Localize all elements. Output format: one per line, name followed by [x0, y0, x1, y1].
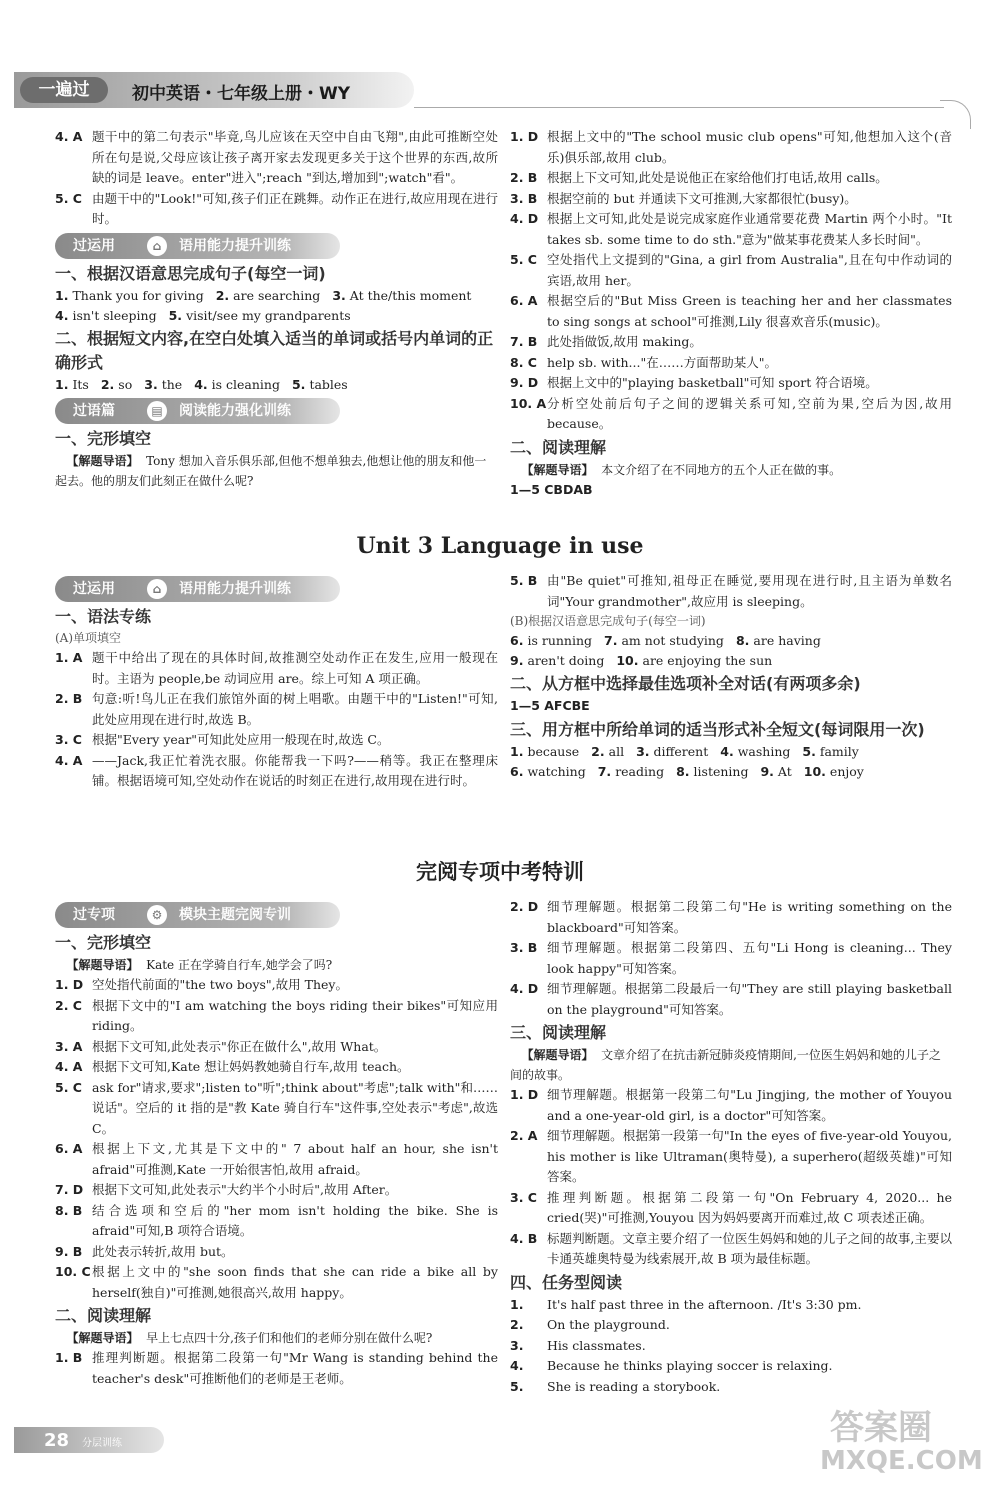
- banner-label: 过语篇: [73, 402, 115, 419]
- answer-number: 1.: [55, 287, 69, 303]
- question-explanation: [510, 1229, 952, 1270]
- answer-row: 1—5 CBDAB: [510, 481, 593, 497]
- question-explanation: [510, 571, 952, 612]
- guide-text: 本文介绍了在不同地方的五个人正在做的事。: [601, 462, 842, 477]
- item-explanation: 根据上文中的"playing basketball"可知 sport 符合语境。: [547, 375, 878, 390]
- unit2-right-column: [510, 127, 952, 500]
- answer-number: 7.: [597, 763, 612, 779]
- unit-title: Unit 3 Language in use: [356, 533, 644, 559]
- question-explanation: [55, 1180, 498, 1201]
- task-answer: [510, 1336, 952, 1357]
- book-title: 初中英语・七年级上册・WY: [132, 84, 351, 104]
- answer-text: enjoy: [829, 763, 864, 779]
- answer-item: [55, 375, 89, 395]
- item-number: 3.: [510, 1337, 524, 1353]
- answer-text: is cleaning: [211, 376, 280, 392]
- item-explanation: 根据"Every year"可知此处应用一般现在时,故选 C。: [92, 732, 390, 747]
- answer-number: 3.: [636, 743, 650, 759]
- item-explanation: 由题干中的"Look!"可知,孩子们正在跳舞。动作正在进行,故应用现在进行时。: [92, 190, 498, 226]
- unit3-right-column: [510, 571, 952, 782]
- guide-label: 【解题导语】: [521, 462, 594, 477]
- item-number: 1. D: [55, 977, 84, 992]
- answer-item: [194, 375, 280, 395]
- header-rule: [414, 107, 944, 108]
- question-explanation: [510, 1188, 952, 1229]
- question-explanation: [510, 938, 952, 979]
- item-number: 2. D: [510, 899, 539, 914]
- item-explanation: 根据下文可知,Kate 想让妈妈教她骑自行车,故用 teach。: [92, 1059, 410, 1074]
- section-heading: 三、阅读理解: [510, 1023, 607, 1042]
- item-number: 4. B: [510, 1230, 538, 1246]
- answer-number: 2.: [100, 376, 115, 392]
- item-explanation: 根据空后的"But Miss Green is teaching her and her classmates to sing songs at school"可推测,Lily 很喜欢音乐(music)。: [547, 293, 952, 329]
- task-answer: [510, 1377, 952, 1398]
- item-explanation: 根据上下文,尤其是下文中的" 7 about half an hour, she isn't afraid"可推测,Kate 一开始很害怕,故用 afraid。: [92, 1141, 498, 1177]
- section-heading: 三、用方框中所给单词的适当形式补全短文(每词限用一次): [510, 719, 925, 739]
- question-explanation: [55, 996, 498, 1037]
- banner-practice: [55, 233, 340, 259]
- item-number: 1.: [510, 1296, 524, 1312]
- item-explanation: 推理判断题。根据第二段第一句"On February 4, 2020... he cried(哭)"可推测,Youyou 因为妈妈要离开而难过,故 C 项表述正确。: [547, 1189, 952, 1225]
- answer-number: 5.: [291, 376, 306, 392]
- item-number: 9. D: [510, 375, 539, 390]
- question-explanation: [510, 1126, 952, 1188]
- item-number: 1. B: [55, 1350, 83, 1365]
- answer-text: because: [527, 743, 580, 759]
- special-title: 完阅专项中考特训: [416, 860, 584, 884]
- answer-item: [636, 742, 708, 762]
- answer-text: are enjoying the sun: [642, 653, 773, 668]
- header-bar: [14, 72, 414, 108]
- section-heading: 二、从方框中选择最佳选项补全对话(有两项多余): [510, 674, 861, 693]
- item-number: 1. A: [55, 650, 83, 665]
- answer-item: [55, 306, 157, 326]
- task-answer: [510, 1315, 952, 1336]
- answer-item: [804, 762, 864, 782]
- answer-number: 10.: [803, 763, 826, 779]
- item-number: 2.: [510, 1317, 524, 1332]
- question-explanation: [510, 168, 952, 189]
- answer-text: Thank you for giving: [72, 287, 204, 303]
- item-number: 2. B: [510, 170, 538, 185]
- answer-item: [604, 631, 724, 651]
- item-explanation: On the playground.: [547, 1317, 670, 1332]
- question-explanation: [55, 1139, 498, 1180]
- answer-text: are searching: [233, 287, 321, 303]
- answer-item: [510, 742, 579, 762]
- item-explanation: 根据上文中的"she soon finds that she can ride a bike all by herself(独自)"可推测,她很高兴,故用 happy。: [92, 1264, 498, 1300]
- item-explanation: His classmates.: [547, 1337, 646, 1353]
- banner-label: 过运用: [73, 237, 115, 254]
- item-number: 8. C: [510, 354, 537, 370]
- item-explanation: 根据空前的 but 并通读下文可推测,大家都很忙(busy)。: [547, 190, 857, 206]
- answer-row: [510, 762, 952, 782]
- answer-text: isn't sleeping: [72, 307, 157, 323]
- section-heading: 一、根据汉语意思完成句子(每空一词): [55, 263, 326, 283]
- answer-number: 1.: [55, 376, 69, 392]
- item-explanation: 推理判断题。根据第二段第一句"Mr Wang is standing behind the teacher's desk"可推断他们的老师是王老师。: [92, 1350, 498, 1386]
- banner-reading: [55, 398, 340, 424]
- item-number: 5. B: [510, 573, 538, 588]
- item-explanation: 根据下文可知,此处表示"你正在做什么",故用 What。: [92, 1038, 387, 1054]
- section-heading: 二、阅读理解: [55, 1306, 152, 1325]
- question-explanation: [510, 897, 952, 938]
- answer-item: [55, 286, 204, 306]
- building-icon: ⌂: [147, 236, 167, 256]
- item-number: 3. C: [55, 732, 82, 747]
- answer-row: [510, 651, 952, 671]
- answer-number: 1.: [510, 743, 524, 759]
- question-explanation: [510, 332, 952, 353]
- item-explanation: 根据上下文可知,此处是说他正在家给他们打电话,故用 calls。: [547, 170, 888, 185]
- item-number: 7. D: [55, 1182, 84, 1197]
- item-number: 5. C: [55, 190, 82, 206]
- answer-text: At: [777, 763, 792, 779]
- answer-item: [720, 742, 790, 762]
- question-explanation: [510, 250, 952, 291]
- banner-special: [55, 902, 340, 928]
- answer-number: 3.: [332, 287, 346, 303]
- question-explanation: [55, 975, 498, 996]
- answer-row: [55, 306, 498, 326]
- answer-text: tables: [309, 376, 348, 392]
- item-number: 2. A: [510, 1128, 538, 1143]
- item-number: 4.: [510, 1358, 524, 1373]
- question-explanation: [510, 291, 952, 332]
- answer-number: 4.: [720, 743, 734, 759]
- item-explanation: 根据下文中的"I am watching the boys riding their bikes"可知应用 riding。: [92, 997, 498, 1033]
- item-number: 3. B: [510, 190, 538, 206]
- banner-subtitle: 语用能力提升训练: [179, 581, 291, 597]
- guide-text: 早上七点四十分,孩子们和他们的老师分别在做什么呢?: [146, 1331, 433, 1345]
- item-explanation: It's half past three in the afternoon. /It's 3:30 pm.: [547, 1296, 862, 1312]
- subsection-label: (B)根据汉语意思完成句子(每空一词): [510, 614, 706, 628]
- answer-number: 9.: [510, 653, 524, 668]
- banner-label: 过运用: [73, 581, 115, 597]
- item-number: 3. B: [510, 940, 538, 955]
- item-number: 2. B: [55, 691, 83, 706]
- item-number: 4. D: [510, 981, 539, 996]
- answer-text: am not studying: [621, 633, 724, 648]
- section-heading: 一、语法专练: [55, 607, 152, 626]
- guide-paragraph: [55, 955, 498, 975]
- answer-text: are having: [753, 633, 821, 648]
- answer-item: [760, 762, 791, 782]
- page-footer: [14, 1427, 164, 1453]
- answer-row: [55, 286, 498, 306]
- item-number: 4. A: [55, 752, 83, 768]
- item-number: 7. B: [510, 334, 538, 349]
- section-heading: 二、阅读理解: [510, 437, 607, 457]
- guide-paragraph: [510, 460, 952, 480]
- question-explanation: [510, 127, 952, 168]
- special-right-column: [510, 897, 952, 1397]
- answer-number: 10.: [616, 653, 639, 668]
- question-explanation: [55, 1201, 498, 1242]
- guide-paragraph: [510, 1045, 952, 1085]
- question-explanation: [55, 1057, 498, 1078]
- item-explanation: Because he thinks playing soccer is relaxing.: [547, 1358, 833, 1373]
- brand-logo: 一遍过: [20, 77, 108, 103]
- item-number: 5.: [510, 1378, 524, 1394]
- question-explanation: [55, 127, 498, 189]
- item-number: 4. D: [510, 211, 539, 226]
- answer-text: is running: [527, 633, 593, 648]
- answer-text: the: [161, 376, 183, 392]
- item-explanation: 由"Be quiet"可推知,祖母正在睡觉,要用现在进行时,且主语为单数名词"Your grandmother",故应用 is sleeping。: [547, 573, 952, 609]
- page-number: 28: [44, 1430, 70, 1451]
- question-explanation: [55, 730, 498, 751]
- answer-number: 8.: [735, 633, 750, 648]
- item-explanation: ——Jack,我正忙着洗衣服。你能帮我一下吗?——稍等。我正在整理床铺。根据语境可知,空处动作在说话的时刻正在进行,故用现在进行时。: [92, 752, 498, 788]
- answer-number: 9.: [760, 763, 774, 779]
- guide-label: 【解题导语】: [66, 958, 139, 972]
- answer-text: watching: [527, 763, 586, 779]
- unit2-left-column: [55, 127, 498, 491]
- answer-text: listening: [693, 763, 749, 779]
- answer-number: 3.: [144, 376, 158, 392]
- unit3-left-column: [55, 573, 498, 792]
- answer-item: [802, 742, 858, 762]
- question-explanation: [55, 1242, 498, 1263]
- answer-text: Its: [72, 376, 89, 392]
- item-number: 5. C: [55, 1079, 82, 1095]
- answer-number: 7.: [604, 633, 618, 648]
- answer-text: aren't doing: [527, 653, 605, 668]
- item-explanation: She is reading a storybook.: [547, 1378, 721, 1394]
- answer-number: 2.: [215, 287, 230, 303]
- item-number: 2. C: [55, 997, 82, 1013]
- task-answer: [510, 1356, 952, 1377]
- guide-label: 【解题导语】: [521, 1048, 594, 1062]
- item-explanation: 此处表示转折,故用 but。: [92, 1243, 234, 1259]
- item-number: 1. D: [510, 129, 539, 144]
- question-explanation: [55, 189, 498, 230]
- item-explanation: help sb. with..."在……方面帮助某人"。: [547, 354, 777, 370]
- guide-text: Tony 想加入音乐俱乐部,但他不想单独去,他想让他的朋友和他一起去。他的朋友们此刻正在做什么呢?: [55, 453, 487, 488]
- item-explanation: 此处指做饭,故用 making。: [547, 334, 702, 349]
- answer-item: [169, 306, 351, 326]
- book-icon: ▤: [147, 401, 167, 421]
- question-explanation: [510, 353, 952, 374]
- answer-item: [510, 631, 592, 651]
- answer-number: 2.: [591, 743, 605, 759]
- answer-number: 6.: [510, 763, 524, 779]
- item-explanation: 根据下文可知,此处表示"大约半个小时后",故用 After。: [92, 1182, 398, 1197]
- guide-text: 文章介绍了在抗击新冠肺炎疫情期间,一位医生妈妈和她的儿子之间的故事。: [510, 1048, 941, 1082]
- gear-icon: ⚙: [147, 905, 167, 925]
- item-number: 5. C: [510, 252, 537, 267]
- footer-label: 分层训练: [82, 1438, 122, 1449]
- item-explanation: 题干中给出了现在的具体时间,故推测空处动作正在发生,应用一般现在时。主语为 people,be 动词应用 are。综上可知 A 项正确。: [92, 650, 498, 686]
- item-number: 3. C: [510, 1189, 537, 1205]
- subsection-label: (A)单项填空: [55, 631, 122, 645]
- question-explanation: [55, 689, 498, 730]
- answer-text: visit/see my grandparents: [186, 307, 351, 323]
- question-explanation: [55, 1262, 498, 1303]
- answer-number: 5.: [802, 743, 816, 759]
- guide-paragraph: [55, 451, 498, 491]
- answer-text: reading: [615, 763, 665, 779]
- answer-item: [616, 651, 772, 671]
- answer-number: 4.: [55, 307, 69, 323]
- guide-text: Kate 正在学骑自行车,她学会了吗?: [146, 958, 333, 972]
- item-explanation: 细节理解题。根据第二段最后一句"They are still playing basketball on the playground"可知答案。: [547, 981, 952, 1017]
- item-explanation: ask for"请求,要求";listen to"听";think about"考虑";talk with"和……说话"。空后的 it 指的是"教 Kate 骑自行车"这件事,空处表示"考虑",故选 C。: [92, 1079, 498, 1136]
- answer-number: 8.: [676, 763, 690, 779]
- section-heading: 一、完形填空: [55, 428, 152, 448]
- question-explanation: [510, 979, 952, 1020]
- answer-item: [598, 762, 664, 782]
- item-number: 3. A: [55, 1038, 83, 1054]
- item-explanation: 空处指代前面的"the two boys",故用 They。: [92, 977, 348, 992]
- question-explanation: [55, 751, 498, 792]
- item-explanation: 结合选项和空后的"her mom isn't holding the bike. She is afraid"可知,B 项符合语境。: [92, 1202, 498, 1238]
- item-explanation: 空处指代上文提到的"Gina, a girl from Australia",且在句中作动词的宾语,故用 her。: [547, 252, 952, 288]
- answer-text: all: [608, 743, 625, 759]
- answer-item: [144, 375, 182, 395]
- answer-text: family: [819, 743, 859, 759]
- banner-practice: [55, 576, 340, 602]
- answer-item: [292, 375, 348, 395]
- answer-text: At the/this moment: [349, 287, 472, 303]
- answer-number: 4.: [194, 376, 208, 392]
- guide-paragraph: [55, 1328, 498, 1348]
- item-explanation: 细节理解题。根据第一段第二句"Lu Jingjing, the mother of Youyou and a one-year-old girl, is a doctor"可知答案。: [547, 1087, 952, 1123]
- answer-item: [591, 742, 624, 762]
- header-rule-curve: [940, 100, 971, 129]
- section-heading: 二、根据短文内容,在空白处填入适当的单词或括号内单词的正确形式: [55, 328, 494, 372]
- answer-item: [510, 651, 604, 671]
- question-explanation: [510, 189, 952, 210]
- building-icon: ⌂: [147, 579, 167, 599]
- section-heading: 一、完形填空: [55, 933, 152, 952]
- question-explanation: [55, 1037, 498, 1058]
- banner-subtitle: 语用能力提升训练: [179, 237, 291, 254]
- guide-label: 【解题导语】: [66, 1331, 139, 1345]
- guide-label: 【解题导语】: [66, 453, 139, 468]
- answer-item: [510, 762, 586, 782]
- answer-row: [510, 631, 952, 651]
- item-number: 4. A: [55, 1059, 83, 1074]
- item-number: 6. A: [55, 1141, 83, 1156]
- item-number: 8. B: [55, 1202, 83, 1218]
- item-number: 10. C: [55, 1264, 91, 1279]
- item-explanation: 标题判断题。文章主要介绍了一位医生妈妈和她的儿子之间的故事,主要以卡通英雄奥特曼为线索展开,故 B 项为最佳标题。: [547, 1230, 952, 1266]
- answer-item: [216, 286, 321, 306]
- item-number: 1. D: [510, 1087, 539, 1102]
- watermark-bottom: MXQE.COM: [820, 1446, 983, 1476]
- answer-row: [510, 742, 952, 762]
- question-explanation: [55, 648, 498, 689]
- item-explanation: 细节理解题。根据第二段第二句"He is writing something on the blackboard"可知答案。: [547, 899, 952, 935]
- answer-number: 5.: [168, 307, 183, 323]
- question-explanation: [510, 394, 952, 435]
- banner-subtitle: 阅读能力强化训练: [179, 402, 291, 419]
- special-left-column: [55, 899, 498, 1389]
- section-heading: 四、任务型阅读: [510, 1272, 623, 1292]
- item-explanation: 题干中的第二句表示"毕竟,鸟儿应该在天空中自由飞翔",由此可推断空处所在句是说,父母应该让孩子离开家去发现更多关于这个世界的东西,故所缺的词是 leave。enter"进入";reach "到达,增加到";watch"看"。: [92, 129, 498, 185]
- answer-row: 1—5 AFCBE: [510, 698, 590, 713]
- item-number: 10. A: [510, 395, 547, 411]
- item-explanation: 根据上文可知,此处是说完成家庭作业通常要花费 Martin 两个小时。"It takes sb. some time to do sth."意为"做某事花费某人多长时间"。: [547, 211, 952, 247]
- question-explanation: [510, 1085, 952, 1126]
- watermark: [790, 1400, 990, 1480]
- answer-text: so: [118, 376, 133, 392]
- answer-text: different: [653, 743, 709, 759]
- watermark-top: 答案圈: [830, 1408, 932, 1448]
- item-explanation: 细节理解题。根据第一段第一句"In the eyes of five-year-old Youyou, his mother is like Ultraman(奥特曼), a superhero(超级英雄)"可知答案。: [547, 1128, 952, 1184]
- question-explanation: [510, 209, 952, 250]
- item-explanation: 细节理解题。根据第二段第四、五句"Li Hong is cleaning... They look happy"可知答案。: [547, 940, 952, 976]
- item-explanation: 分析空处前后句子之间的逻辑关系可知,空前为果,空后为因,故用 because。: [547, 395, 952, 431]
- answer-text: washing: [737, 743, 791, 759]
- question-explanation: [55, 1348, 498, 1389]
- answer-item: [101, 375, 132, 395]
- question-explanation: [55, 1078, 498, 1140]
- banner-subtitle: 模块主题完阅专训: [179, 907, 291, 923]
- item-explanation: 句意:听!鸟儿正在我们旅馆外面的树上唱歌。由题干中的"Listen!"可知,此处应用现在进行时,故选 B。: [92, 691, 498, 727]
- question-explanation: [510, 373, 952, 394]
- item-number: 9. B: [55, 1243, 83, 1259]
- answer-number: 6.: [510, 633, 524, 648]
- item-explanation: 根据上文中的"The school music club opens"可知,他想加入这个(音乐)俱乐部,故用 club。: [547, 129, 952, 165]
- task-answer: [510, 1295, 952, 1316]
- banner-label: 过专项: [73, 907, 115, 923]
- answer-item: [676, 762, 748, 782]
- item-number: 6. A: [510, 293, 538, 308]
- answer-row: [55, 375, 498, 395]
- item-number: 4. A: [55, 129, 83, 144]
- answer-item: [332, 286, 471, 306]
- answer-item: [736, 631, 821, 651]
